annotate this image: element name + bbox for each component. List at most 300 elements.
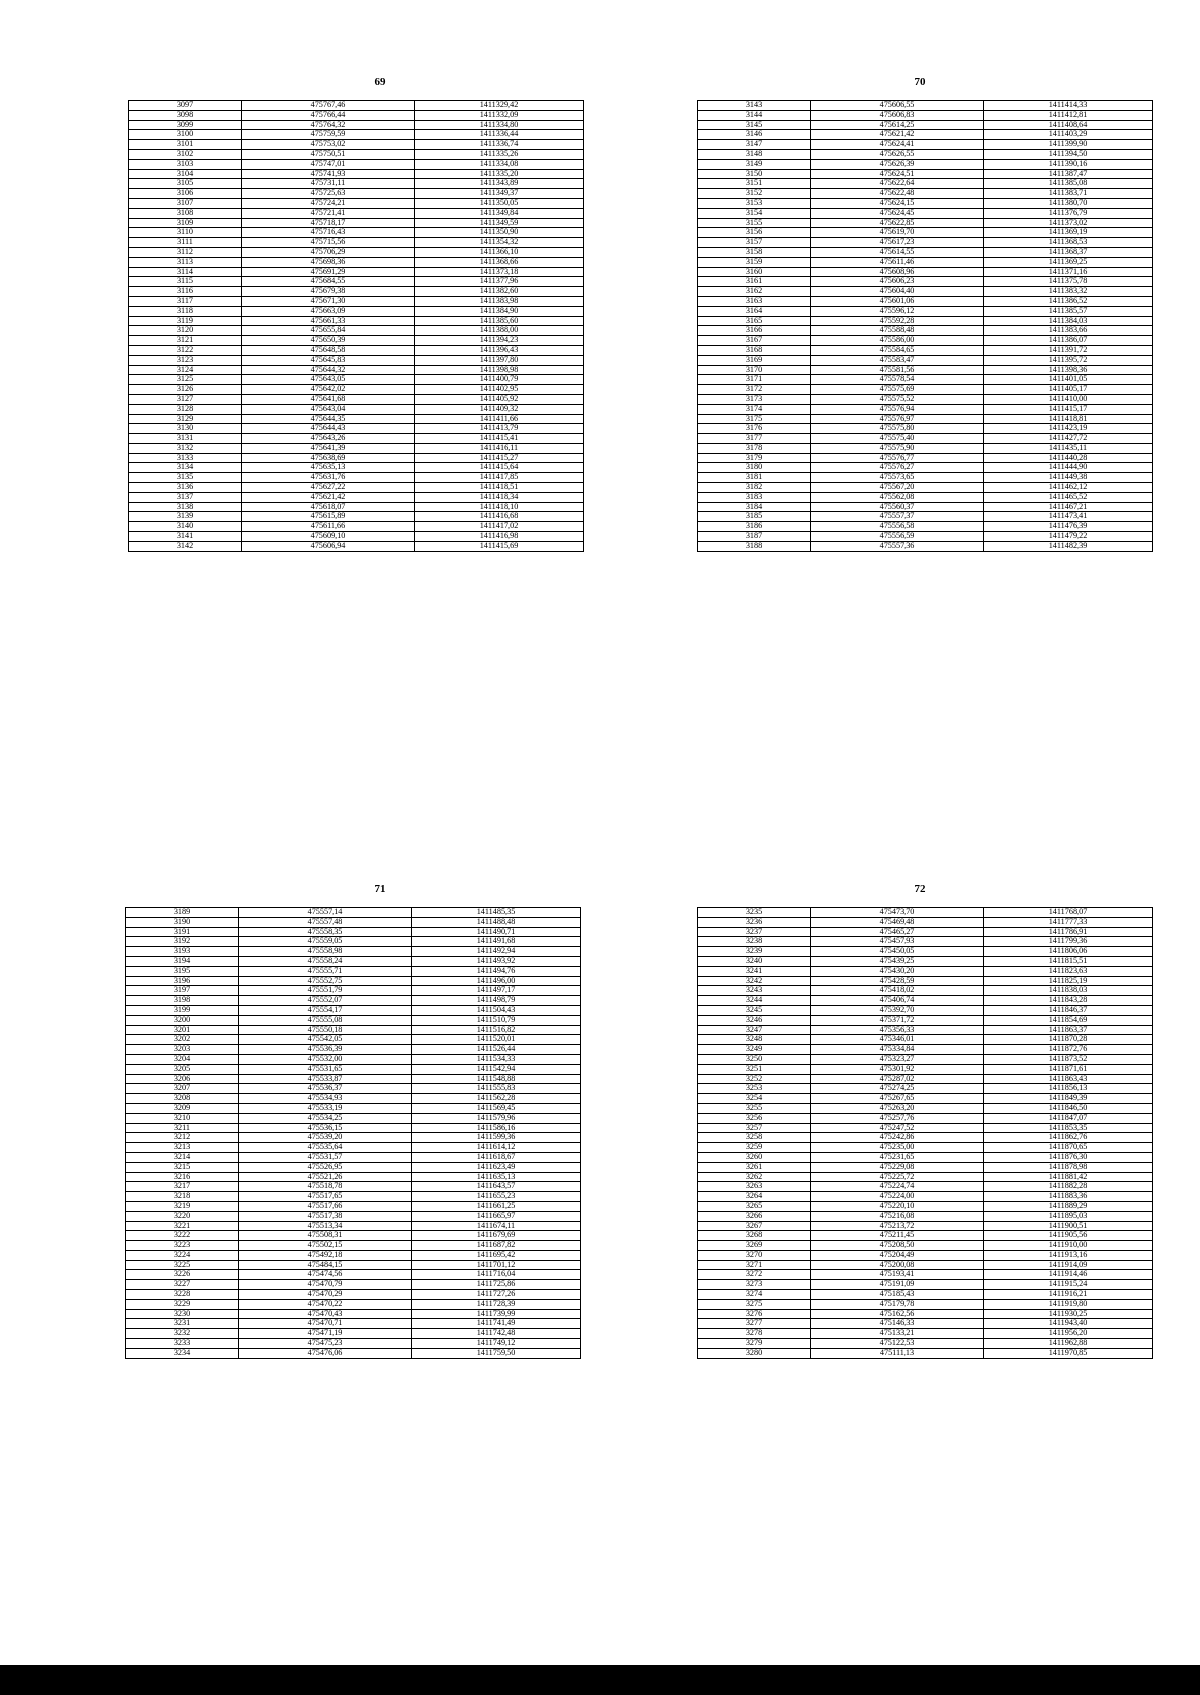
point-number-cell: 3256 [698, 1113, 811, 1123]
table-row [126, 1221, 581, 1231]
table-row [126, 1123, 581, 1133]
y-coordinate-cell: 1411618,67 [412, 1152, 581, 1162]
table-row [698, 345, 1153, 355]
y-coordinate-cell: 1411862,76 [984, 1133, 1153, 1143]
point-number-cell: 3149 [698, 159, 811, 169]
x-coordinate-cell: 475517,66 [239, 1201, 412, 1211]
y-coordinate-cell: 1411399,90 [984, 140, 1153, 150]
y-coordinate-cell: 1411679,69 [412, 1231, 581, 1241]
point-number-cell: 3266 [698, 1211, 811, 1221]
x-coordinate-cell: 475741,93 [242, 169, 415, 179]
table-row [698, 1280, 1153, 1290]
x-coordinate-cell: 475661,33 [242, 316, 415, 326]
table-row [129, 375, 584, 385]
y-coordinate-cell: 1411768,07 [984, 908, 1153, 918]
table-row [129, 365, 584, 375]
y-coordinate-cell: 1411882,28 [984, 1182, 1153, 1192]
table-row [698, 149, 1153, 159]
table-row [126, 1339, 581, 1349]
table-row [126, 1025, 581, 1035]
x-coordinate-cell: 475622,64 [811, 179, 984, 189]
table-row [698, 1309, 1153, 1319]
point-number-cell: 3097 [129, 101, 242, 111]
y-coordinate-cell: 1411354,32 [415, 238, 584, 248]
y-coordinate-cell: 1411383,32 [984, 287, 1153, 297]
point-number-cell: 3132 [129, 443, 242, 453]
table-row [698, 512, 1153, 522]
y-coordinate-cell: 1411916,21 [984, 1290, 1153, 1300]
coordinate-table-71 [125, 907, 581, 1359]
point-number-cell: 3210 [126, 1113, 239, 1123]
y-coordinate-cell: 1411526,44 [412, 1045, 581, 1055]
point-number-cell: 3186 [698, 522, 811, 532]
point-number-cell: 3247 [698, 1025, 811, 1035]
y-coordinate-cell: 1411799,36 [984, 937, 1153, 947]
y-coordinate-cell: 1411349,37 [415, 189, 584, 199]
x-coordinate-cell: 475575,80 [811, 424, 984, 434]
y-coordinate-cell: 1411332,09 [415, 110, 584, 120]
point-number-cell: 3146 [698, 130, 811, 140]
x-coordinate-cell: 475747,01 [242, 159, 415, 169]
point-number-cell: 3138 [129, 502, 242, 512]
table-row [698, 1201, 1153, 1211]
point-number-cell: 3271 [698, 1260, 811, 1270]
y-coordinate-cell: 1411403,29 [984, 130, 1153, 140]
point-number-cell: 3140 [129, 522, 242, 532]
point-number-cell: 3153 [698, 198, 811, 208]
y-coordinate-cell: 1411391,72 [984, 345, 1153, 355]
y-coordinate-cell: 1411876,30 [984, 1152, 1153, 1162]
x-coordinate-cell: 475645,83 [242, 355, 415, 365]
y-coordinate-cell: 1411409,32 [415, 404, 584, 414]
y-coordinate-cell: 1411386,52 [984, 296, 1153, 306]
table-row [698, 463, 1153, 473]
table-row [698, 1094, 1153, 1104]
y-coordinate-cell: 1411383,66 [984, 326, 1153, 336]
x-coordinate-cell: 475650,39 [242, 336, 415, 346]
table-row [698, 1319, 1153, 1329]
x-coordinate-cell: 475392,70 [811, 1005, 984, 1015]
x-coordinate-cell: 475536,37 [239, 1084, 412, 1094]
point-number-cell: 3276 [698, 1309, 811, 1319]
x-coordinate-cell: 475601,06 [811, 296, 984, 306]
point-number-cell: 3185 [698, 512, 811, 522]
table-row [698, 1005, 1153, 1015]
table-row [129, 218, 584, 228]
y-coordinate-cell: 1411476,39 [984, 522, 1153, 532]
x-coordinate-cell: 475611,46 [811, 257, 984, 267]
y-coordinate-cell: 1411701,12 [412, 1260, 581, 1270]
x-coordinate-cell: 475581,56 [811, 365, 984, 375]
x-coordinate-cell: 475323,27 [811, 1054, 984, 1064]
y-coordinate-cell: 1411889,29 [984, 1201, 1153, 1211]
x-coordinate-cell: 475257,76 [811, 1113, 984, 1123]
table-row [126, 937, 581, 947]
table-row [698, 355, 1153, 365]
table-row [126, 1064, 581, 1074]
y-coordinate-cell: 1411847,07 [984, 1113, 1153, 1123]
y-coordinate-cell: 1411416,11 [415, 443, 584, 453]
y-coordinate-cell: 1411555,83 [412, 1084, 581, 1094]
x-coordinate-cell: 475267,65 [811, 1094, 984, 1104]
point-number-cell: 3224 [126, 1250, 239, 1260]
x-coordinate-cell: 475606,23 [811, 277, 984, 287]
x-coordinate-cell: 475560,37 [811, 502, 984, 512]
point-number-cell: 3141 [129, 532, 242, 542]
point-number-cell: 3188 [698, 541, 811, 551]
x-coordinate-cell: 475583,47 [811, 355, 984, 365]
y-coordinate-cell: 1411943,40 [984, 1319, 1153, 1329]
point-number-cell: 3165 [698, 316, 811, 326]
table-row [129, 179, 584, 189]
table-row [698, 1133, 1153, 1143]
y-coordinate-cell: 1411490,71 [412, 927, 581, 937]
point-number-cell: 3139 [129, 512, 242, 522]
point-number-cell: 3225 [126, 1260, 239, 1270]
x-coordinate-cell: 475558,35 [239, 927, 412, 937]
table-row [698, 247, 1153, 257]
table-row [126, 1192, 581, 1202]
table-row [698, 1290, 1153, 1300]
x-coordinate-cell: 475698,36 [242, 257, 415, 267]
x-coordinate-cell: 475200,08 [811, 1260, 984, 1270]
table-row [126, 1113, 581, 1123]
y-coordinate-cell: 1411915,24 [984, 1280, 1153, 1290]
point-number-cell: 3246 [698, 1015, 811, 1025]
x-coordinate-cell: 475470,29 [239, 1290, 412, 1300]
point-number-cell: 3242 [698, 976, 811, 986]
table-row [698, 1123, 1153, 1133]
y-coordinate-cell: 1411415,41 [415, 434, 584, 444]
point-number-cell: 3106 [129, 189, 242, 199]
x-coordinate-cell: 475457,93 [811, 937, 984, 947]
point-number-cell: 3214 [126, 1152, 239, 1162]
y-coordinate-cell: 1411435,11 [984, 443, 1153, 453]
point-number-cell: 3198 [126, 996, 239, 1006]
y-coordinate-cell: 1411665,97 [412, 1211, 581, 1221]
x-coordinate-cell: 475753,02 [242, 140, 415, 150]
y-coordinate-cell: 1411418,10 [415, 502, 584, 512]
point-number-cell: 3114 [129, 267, 242, 277]
page-number-69: 69 [374, 76, 386, 88]
point-number-cell: 3107 [129, 198, 242, 208]
point-number-cell: 3193 [126, 947, 239, 957]
y-coordinate-cell: 1411498,79 [412, 996, 581, 1006]
point-number-cell: 3258 [698, 1133, 811, 1143]
x-coordinate-cell: 475614,25 [811, 120, 984, 130]
table-row [698, 198, 1153, 208]
table-row [698, 502, 1153, 512]
x-coordinate-cell: 475470,79 [239, 1280, 412, 1290]
table-row [698, 1015, 1153, 1025]
table-row [698, 492, 1153, 502]
point-number-cell: 3261 [698, 1162, 811, 1172]
table-row [698, 277, 1153, 287]
x-coordinate-cell: 475211,45 [811, 1231, 984, 1241]
table-row [126, 966, 581, 976]
point-number-cell: 3202 [126, 1035, 239, 1045]
table-row [698, 120, 1153, 130]
table-row [129, 120, 584, 130]
y-coordinate-cell: 1411334,80 [415, 120, 584, 130]
y-coordinate-cell: 1411416,98 [415, 532, 584, 542]
y-coordinate-cell: 1411759,50 [412, 1348, 581, 1358]
table-row [129, 149, 584, 159]
table-row [698, 1045, 1153, 1055]
y-coordinate-cell: 1411373,18 [415, 267, 584, 277]
y-coordinate-cell: 1411401,05 [984, 375, 1153, 385]
y-coordinate-cell: 1411418,51 [415, 483, 584, 493]
table-row [126, 1143, 581, 1153]
x-coordinate-cell: 475624,15 [811, 198, 984, 208]
x-coordinate-cell: 475567,20 [811, 483, 984, 493]
table-row [698, 1143, 1153, 1153]
point-number-cell: 3151 [698, 179, 811, 189]
x-coordinate-cell: 475231,65 [811, 1152, 984, 1162]
table-row [698, 385, 1153, 395]
y-coordinate-cell: 1411716,04 [412, 1270, 581, 1280]
y-coordinate-cell: 1411368,37 [984, 247, 1153, 257]
table-row [698, 316, 1153, 326]
x-coordinate-cell: 475555,71 [239, 966, 412, 976]
point-number-cell: 3229 [126, 1299, 239, 1309]
table-row [698, 1221, 1153, 1231]
point-number-cell: 3161 [698, 277, 811, 287]
table-row [698, 937, 1153, 947]
point-number-cell: 3274 [698, 1290, 811, 1300]
table-row [698, 179, 1153, 189]
point-number-cell: 3158 [698, 247, 811, 257]
y-coordinate-cell: 1411900,51 [984, 1221, 1153, 1231]
x-coordinate-cell: 475430,20 [811, 966, 984, 976]
point-number-cell: 3176 [698, 424, 811, 434]
y-coordinate-cell: 1411569,45 [412, 1103, 581, 1113]
point-number-cell: 3181 [698, 473, 811, 483]
x-coordinate-cell: 475759,59 [242, 130, 415, 140]
table-row [698, 996, 1153, 1006]
table-row [126, 1260, 581, 1270]
x-coordinate-cell: 475691,29 [242, 267, 415, 277]
x-coordinate-cell: 475679,38 [242, 287, 415, 297]
point-number-cell: 3238 [698, 937, 811, 947]
table-row [129, 140, 584, 150]
y-coordinate-cell: 1411349,59 [415, 218, 584, 228]
table-row [129, 512, 584, 522]
point-number-cell: 3152 [698, 189, 811, 199]
table-row [698, 522, 1153, 532]
y-coordinate-cell: 1411491,68 [412, 937, 581, 947]
x-coordinate-cell: 475575,90 [811, 443, 984, 453]
y-coordinate-cell: 1411913,16 [984, 1250, 1153, 1260]
point-number-cell: 3228 [126, 1290, 239, 1300]
table-row [129, 502, 584, 512]
point-number-cell: 3118 [129, 306, 242, 316]
table-row [698, 336, 1153, 346]
point-number-cell: 3127 [129, 394, 242, 404]
x-coordinate-cell: 475767,46 [242, 101, 415, 111]
x-coordinate-cell: 475604,40 [811, 287, 984, 297]
x-coordinate-cell: 475573,65 [811, 473, 984, 483]
point-number-cell: 3122 [129, 345, 242, 355]
point-number-cell: 3147 [698, 140, 811, 150]
y-coordinate-cell: 1411853,35 [984, 1123, 1153, 1133]
point-number-cell: 3253 [698, 1084, 811, 1094]
table-row [129, 355, 584, 365]
x-coordinate-cell: 475622,85 [811, 218, 984, 228]
point-number-cell: 3120 [129, 326, 242, 336]
y-coordinate-cell: 1411695,42 [412, 1250, 581, 1260]
point-number-cell: 3280 [698, 1348, 811, 1358]
x-coordinate-cell: 475225,72 [811, 1172, 984, 1182]
y-coordinate-cell: 1411962,88 [984, 1339, 1153, 1349]
coordinate-table-70 [697, 100, 1153, 552]
table-row [698, 1064, 1153, 1074]
point-number-cell: 3218 [126, 1192, 239, 1202]
table-row [698, 1162, 1153, 1172]
x-coordinate-cell: 475558,98 [239, 947, 412, 957]
point-number-cell: 3279 [698, 1339, 811, 1349]
point-number-cell: 3136 [129, 483, 242, 493]
x-coordinate-cell: 475470,43 [239, 1309, 412, 1319]
point-number-cell: 3177 [698, 434, 811, 444]
table-row [698, 296, 1153, 306]
table-row [129, 169, 584, 179]
point-number-cell: 3189 [126, 908, 239, 918]
table-row [698, 287, 1153, 297]
table-row [698, 1152, 1153, 1162]
point-number-cell: 3255 [698, 1103, 811, 1113]
x-coordinate-cell: 475287,02 [811, 1074, 984, 1084]
table-row [126, 1290, 581, 1300]
point-number-cell: 3130 [129, 424, 242, 434]
y-coordinate-cell: 1411825,19 [984, 976, 1153, 986]
y-coordinate-cell: 1411371,16 [984, 267, 1153, 277]
point-number-cell: 3190 [126, 917, 239, 927]
table-row [126, 1035, 581, 1045]
x-coordinate-cell: 475557,36 [811, 541, 984, 551]
y-coordinate-cell: 1411881,42 [984, 1172, 1153, 1182]
point-number-cell: 3126 [129, 385, 242, 395]
table-row [129, 336, 584, 346]
y-coordinate-cell: 1411504,43 [412, 1005, 581, 1015]
y-coordinate-cell: 1411878,98 [984, 1162, 1153, 1172]
x-coordinate-cell: 475208,50 [811, 1241, 984, 1251]
table-row [126, 1201, 581, 1211]
table-row [129, 208, 584, 218]
y-coordinate-cell: 1411388,00 [415, 326, 584, 336]
table-row [126, 1270, 581, 1280]
point-number-cell: 3182 [698, 483, 811, 493]
y-coordinate-cell: 1411854,69 [984, 1015, 1153, 1025]
x-coordinate-cell: 475263,20 [811, 1103, 984, 1113]
y-coordinate-cell: 1411417,02 [415, 522, 584, 532]
point-number-cell: 3241 [698, 966, 811, 976]
x-coordinate-cell: 475531,57 [239, 1152, 412, 1162]
y-coordinate-cell: 1411548,88 [412, 1074, 581, 1084]
x-coordinate-cell: 475517,65 [239, 1192, 412, 1202]
table-row [698, 908, 1153, 918]
table-row [698, 1182, 1153, 1192]
table-row [126, 1309, 581, 1319]
table-row [126, 917, 581, 927]
table-row [129, 453, 584, 463]
point-number-cell: 3183 [698, 492, 811, 502]
table-row [698, 1339, 1153, 1349]
table-row [129, 277, 584, 287]
point-number-cell: 3204 [126, 1054, 239, 1064]
point-number-cell: 3262 [698, 1172, 811, 1182]
point-number-cell: 3170 [698, 365, 811, 375]
x-coordinate-cell: 475766,44 [242, 110, 415, 120]
x-coordinate-cell: 475428,59 [811, 976, 984, 986]
table-row [129, 522, 584, 532]
y-coordinate-cell: 1411415,64 [415, 463, 584, 473]
point-number-cell: 3195 [126, 966, 239, 976]
y-coordinate-cell: 1411919,80 [984, 1299, 1153, 1309]
y-coordinate-cell: 1411815,51 [984, 956, 1153, 966]
y-coordinate-cell: 1411335,20 [415, 169, 584, 179]
point-number-cell: 3101 [129, 140, 242, 150]
table-row [126, 1015, 581, 1025]
x-coordinate-cell: 475731,11 [242, 179, 415, 189]
table-row [698, 404, 1153, 414]
table-row [698, 169, 1153, 179]
table-row [126, 1172, 581, 1182]
y-coordinate-cell: 1411427,72 [984, 434, 1153, 444]
point-number-cell: 3275 [698, 1299, 811, 1309]
y-coordinate-cell: 1411384,90 [415, 306, 584, 316]
x-coordinate-cell: 475508,31 [239, 1231, 412, 1241]
point-number-cell: 3133 [129, 453, 242, 463]
y-coordinate-cell: 1411562,28 [412, 1094, 581, 1104]
y-coordinate-cell: 1411930,25 [984, 1309, 1153, 1319]
table-row [129, 414, 584, 424]
x-coordinate-cell: 475644,32 [242, 365, 415, 375]
point-number-cell: 3137 [129, 492, 242, 502]
y-coordinate-cell: 1411349,84 [415, 208, 584, 218]
x-coordinate-cell: 475663,09 [242, 306, 415, 316]
table-row [129, 110, 584, 120]
x-coordinate-cell: 475615,89 [242, 512, 415, 522]
x-coordinate-cell: 475618,07 [242, 502, 415, 512]
x-coordinate-cell: 475534,93 [239, 1094, 412, 1104]
table-row [126, 1348, 581, 1358]
x-coordinate-cell: 475576,77 [811, 453, 984, 463]
y-coordinate-cell: 1411643,57 [412, 1182, 581, 1192]
point-number-cell: 3125 [129, 375, 242, 385]
x-coordinate-cell: 475626,55 [811, 149, 984, 159]
x-coordinate-cell: 475611,66 [242, 522, 415, 532]
table-row [698, 1299, 1153, 1309]
point-number-cell: 3245 [698, 1005, 811, 1015]
x-coordinate-cell: 475371,72 [811, 1015, 984, 1025]
x-coordinate-cell: 475716,43 [242, 228, 415, 238]
y-coordinate-cell: 1411334,08 [415, 159, 584, 169]
y-coordinate-cell: 1411777,33 [984, 917, 1153, 927]
x-coordinate-cell: 475671,30 [242, 296, 415, 306]
table-row [698, 986, 1153, 996]
y-coordinate-cell: 1411739,99 [412, 1309, 581, 1319]
table-row [129, 345, 584, 355]
table-row [698, 394, 1153, 404]
x-coordinate-cell: 475627,22 [242, 483, 415, 493]
point-number-cell: 3192 [126, 937, 239, 947]
x-coordinate-cell: 475635,13 [242, 463, 415, 473]
point-number-cell: 3179 [698, 453, 811, 463]
point-number-cell: 3269 [698, 1241, 811, 1251]
y-coordinate-cell: 1411444,90 [984, 463, 1153, 473]
table-row [698, 424, 1153, 434]
